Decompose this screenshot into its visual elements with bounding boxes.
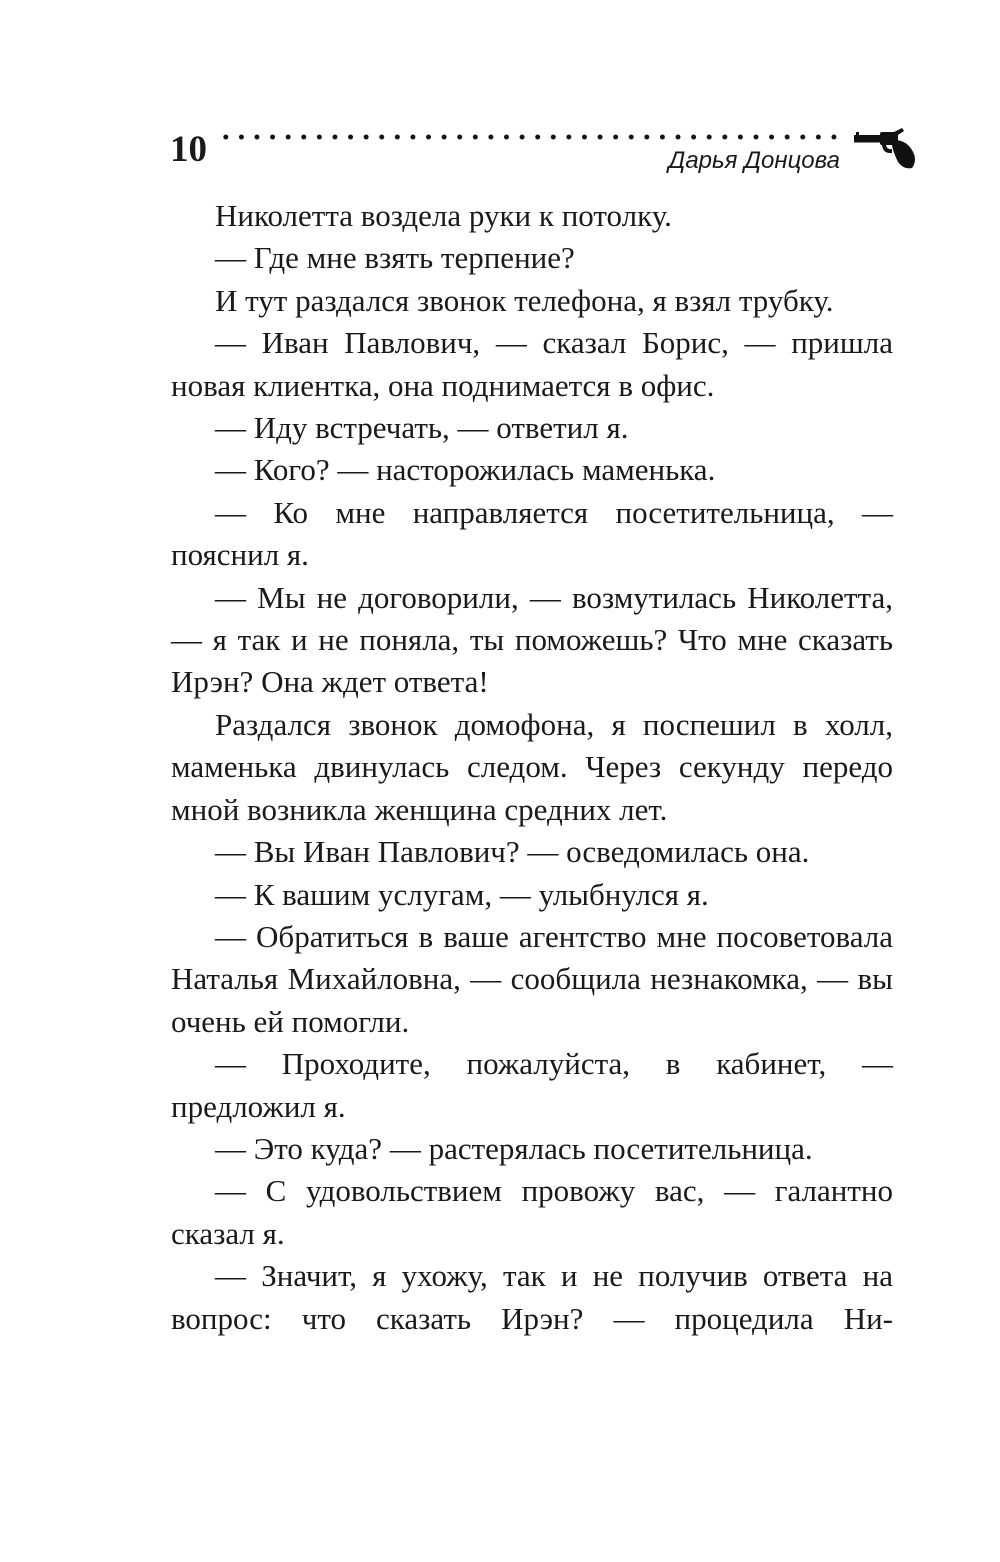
revolver-icon: [852, 128, 918, 170]
header-dotted-rule: [218, 134, 846, 140]
running-head-author: Дарья Донцова: [668, 147, 840, 174]
paragraph: Раздался звонок домофона, я поспешил в холл, маменька двинулась следом. Через секунду передо мной возникла женщина средних лет.: [171, 706, 893, 827]
paragraph: — Иду встречать, — ответил я.: [215, 410, 629, 446]
paragraph: — К вашим услугам, — улыбнулся я.: [215, 876, 709, 912]
paragraph: — С удовольствием провожу вас, — галантно сказал я.: [171, 1173, 893, 1251]
paragraph: И тут раздался звонок телефона, я взял трубку.: [215, 282, 834, 318]
page-number: 10: [170, 129, 207, 170]
paragraph: — Это куда? — растерялась посетительница.: [215, 1130, 813, 1166]
paragraph: — Обратиться в ваше агентство мне посоветовала Наталья Михайловна, — сообщила незнакомка, — вы очень ей помогли.: [171, 918, 893, 1039]
paragraph: — Вы Иван Павлович? — осведомилась она.: [215, 834, 810, 870]
paragraph: — Иван Павлович, — сказал Борис, — пришла новая клиентка, она поднимается в офис.: [171, 325, 893, 403]
paragraph: — Мы не договорили, — возмутилась Николетта, — я так и не поняла, ты поможешь? Что мне сказать Ирэн? Она ждет ответа!: [171, 579, 893, 700]
body-text: [171, 195, 893, 1340]
paragraph: — Ко мне направляется посетительница, — пояснил я.: [171, 494, 893, 573]
paragraph: — Кого? — насторожилась маменька.: [215, 452, 716, 488]
paragraph: — Значит, я ухожу, так и не получив ответа на вопрос: что сказать Ирэн? — процедила Ни-: [171, 1258, 893, 1336]
paragraph: Николетта воздела руки к потолку.: [215, 198, 672, 233]
paragraph: — Проходите, пожалуйста, в кабинет, — предложил я.: [171, 1046, 893, 1124]
paragraph: — Где мне взять терпение?: [215, 240, 575, 276]
